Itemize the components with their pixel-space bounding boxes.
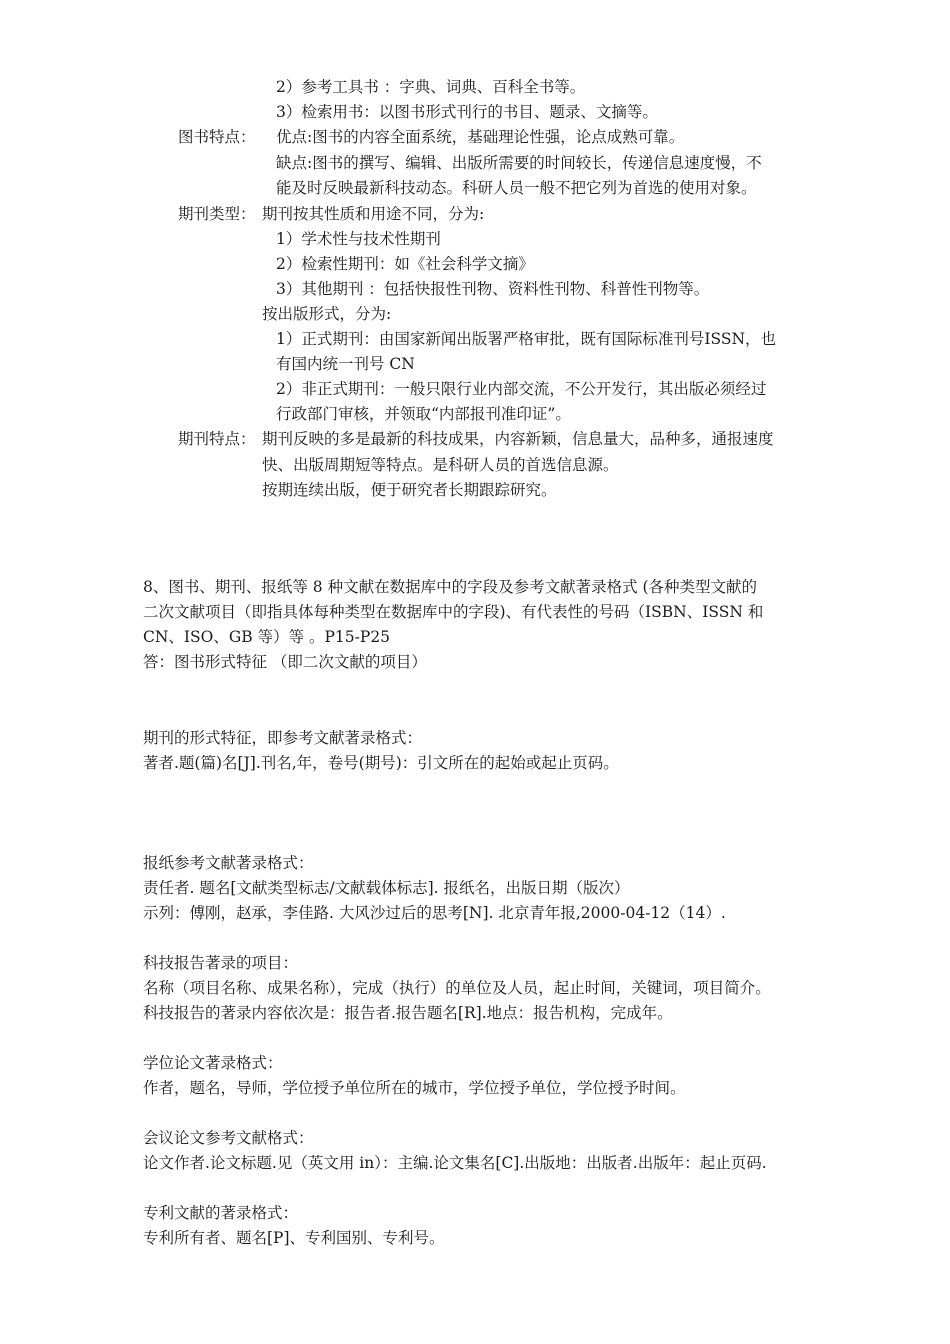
journal-features-label: 期刊特点： [178, 430, 256, 448]
formal-journal-line-2: 有国内统一刊号 CN [276, 355, 415, 373]
retrieval-books-line: 3）检索用书：以图书形式刊行的书目、题录、文摘等。 [276, 103, 658, 121]
journal-types-label: 期刊类型： [178, 205, 256, 223]
question-8-line-3: CN、ISO、GB 等）等 。P15-P25 [143, 628, 391, 646]
informal-journal-line-1: 2）非正式期刊：一般只限行业内部交流，不公开发行，其出版必须经过 [276, 380, 767, 398]
journal-by-form-line: 按出版形式，分为: [262, 305, 392, 323]
newspaper-example-line: 示列：傅刚，赵承，李佳路. 大风沙过后的思考[N]. 北京青年报,2000-04-12（14）. [143, 904, 726, 922]
patent-format-line: 专利所有者、题名[P]、专利国别、专利号。 [143, 1229, 445, 1247]
thesis-heading: 学位论文著录格式： [143, 1054, 283, 1072]
question-8-line-2: 二次文献项目（即指具体每种类型在数据库中的字段)、有代表性的号码（ISBN、ISSN 和 [143, 603, 764, 621]
book-disadvantages-line-1: 缺点:图书的撰写、编辑、出版所需要的时间较长，传递信息速度慢，不 [276, 154, 762, 172]
question-8-answer: 答：图书形式特征 （即二次文献的项目） [143, 653, 427, 671]
patent-heading: 专利文献的著录格式： [143, 1204, 299, 1222]
book-features-label: 图书特点： [178, 128, 256, 146]
newspaper-format-line: 责任者. 题名[文献类型标志/文献载体标志]. 报纸名，出版日期（版次） [143, 879, 630, 897]
journal-features-line-3: 按期连续出版，便于研究者长期跟踪研究。 [262, 481, 557, 499]
tech-report-heading: 科技报告著录的项目： [143, 954, 299, 972]
journal-features-line-1: 期刊反映的多是最新的科技成果，内容新颖，信息量大，品种多，通报速度 [262, 430, 774, 448]
ref-tools-line: 2）参考工具书 ：字典、词典、百科全书等。 [276, 78, 586, 96]
tech-report-format-line: 科技报告的著录内容依次是：报告者.报告题名[R].地点：报告机构，完成年。 [143, 1004, 673, 1022]
conference-heading: 会议论文参考文献格式： [143, 1129, 314, 1147]
journal-format-line: 著者.题(篇)名[J].刊名,年，卷号(期号)：引文所在的起始或起止页码。 [143, 754, 619, 772]
journal-types-intro: 期刊按其性质和用途不同，分为: [262, 205, 485, 223]
newspaper-heading: 报纸参考文献著录格式： [143, 854, 314, 872]
journal-format-heading: 期刊的形式特征，即参考文献著录格式： [143, 729, 423, 747]
journal-type-item-3: 3）其他期刊 ：包括快报性刊物、资料性刊物、科普性刊物等。 [276, 280, 710, 298]
journal-features-line-2: 快、出版周期短等特点。是科研人员的首选信息源。 [262, 456, 619, 474]
journal-type-item-2: 2）检索性期刊：如《社会科学文摘》 [276, 255, 534, 273]
conference-format-line: 论文作者.论文标题.见（英文用 in）：主编.论文集名[C].出版地：出版者.出版年：起止页码. [143, 1154, 767, 1172]
question-8-line-1: 8、图书、期刊、报纸等 8 种文献在数据库中的字段及参考文献著录格式 (各种类型文献的 [143, 578, 758, 596]
journal-type-item-1: 1）学术性与技术性期刊 [276, 230, 441, 248]
thesis-format-line: 作者，题名，导师，学位授予单位所在的城市，学位授予单位，学位授予时间。 [143, 1079, 686, 1097]
tech-report-items-line: 名称（项目名称、成果名称），完成（执行）的单位及人员，起止时间，关键词，项目简介。 [143, 979, 771, 997]
book-advantages-line: 优点:图书的内容全面系统，基础理论性强，论点成熟可靠。 [276, 128, 685, 146]
informal-journal-line-2: 行政部门审核，并领取“内部报刊准印证”。 [276, 405, 571, 423]
book-disadvantages-line-2: 能及时反映最新科技动态。科研人员一般不把它列为首选的使用对象。 [276, 179, 757, 197]
formal-journal-line-1: 1）正式期刊：由国家新闻出版署严格审批，既有国际标准刊号ISSN，也 [276, 330, 777, 348]
